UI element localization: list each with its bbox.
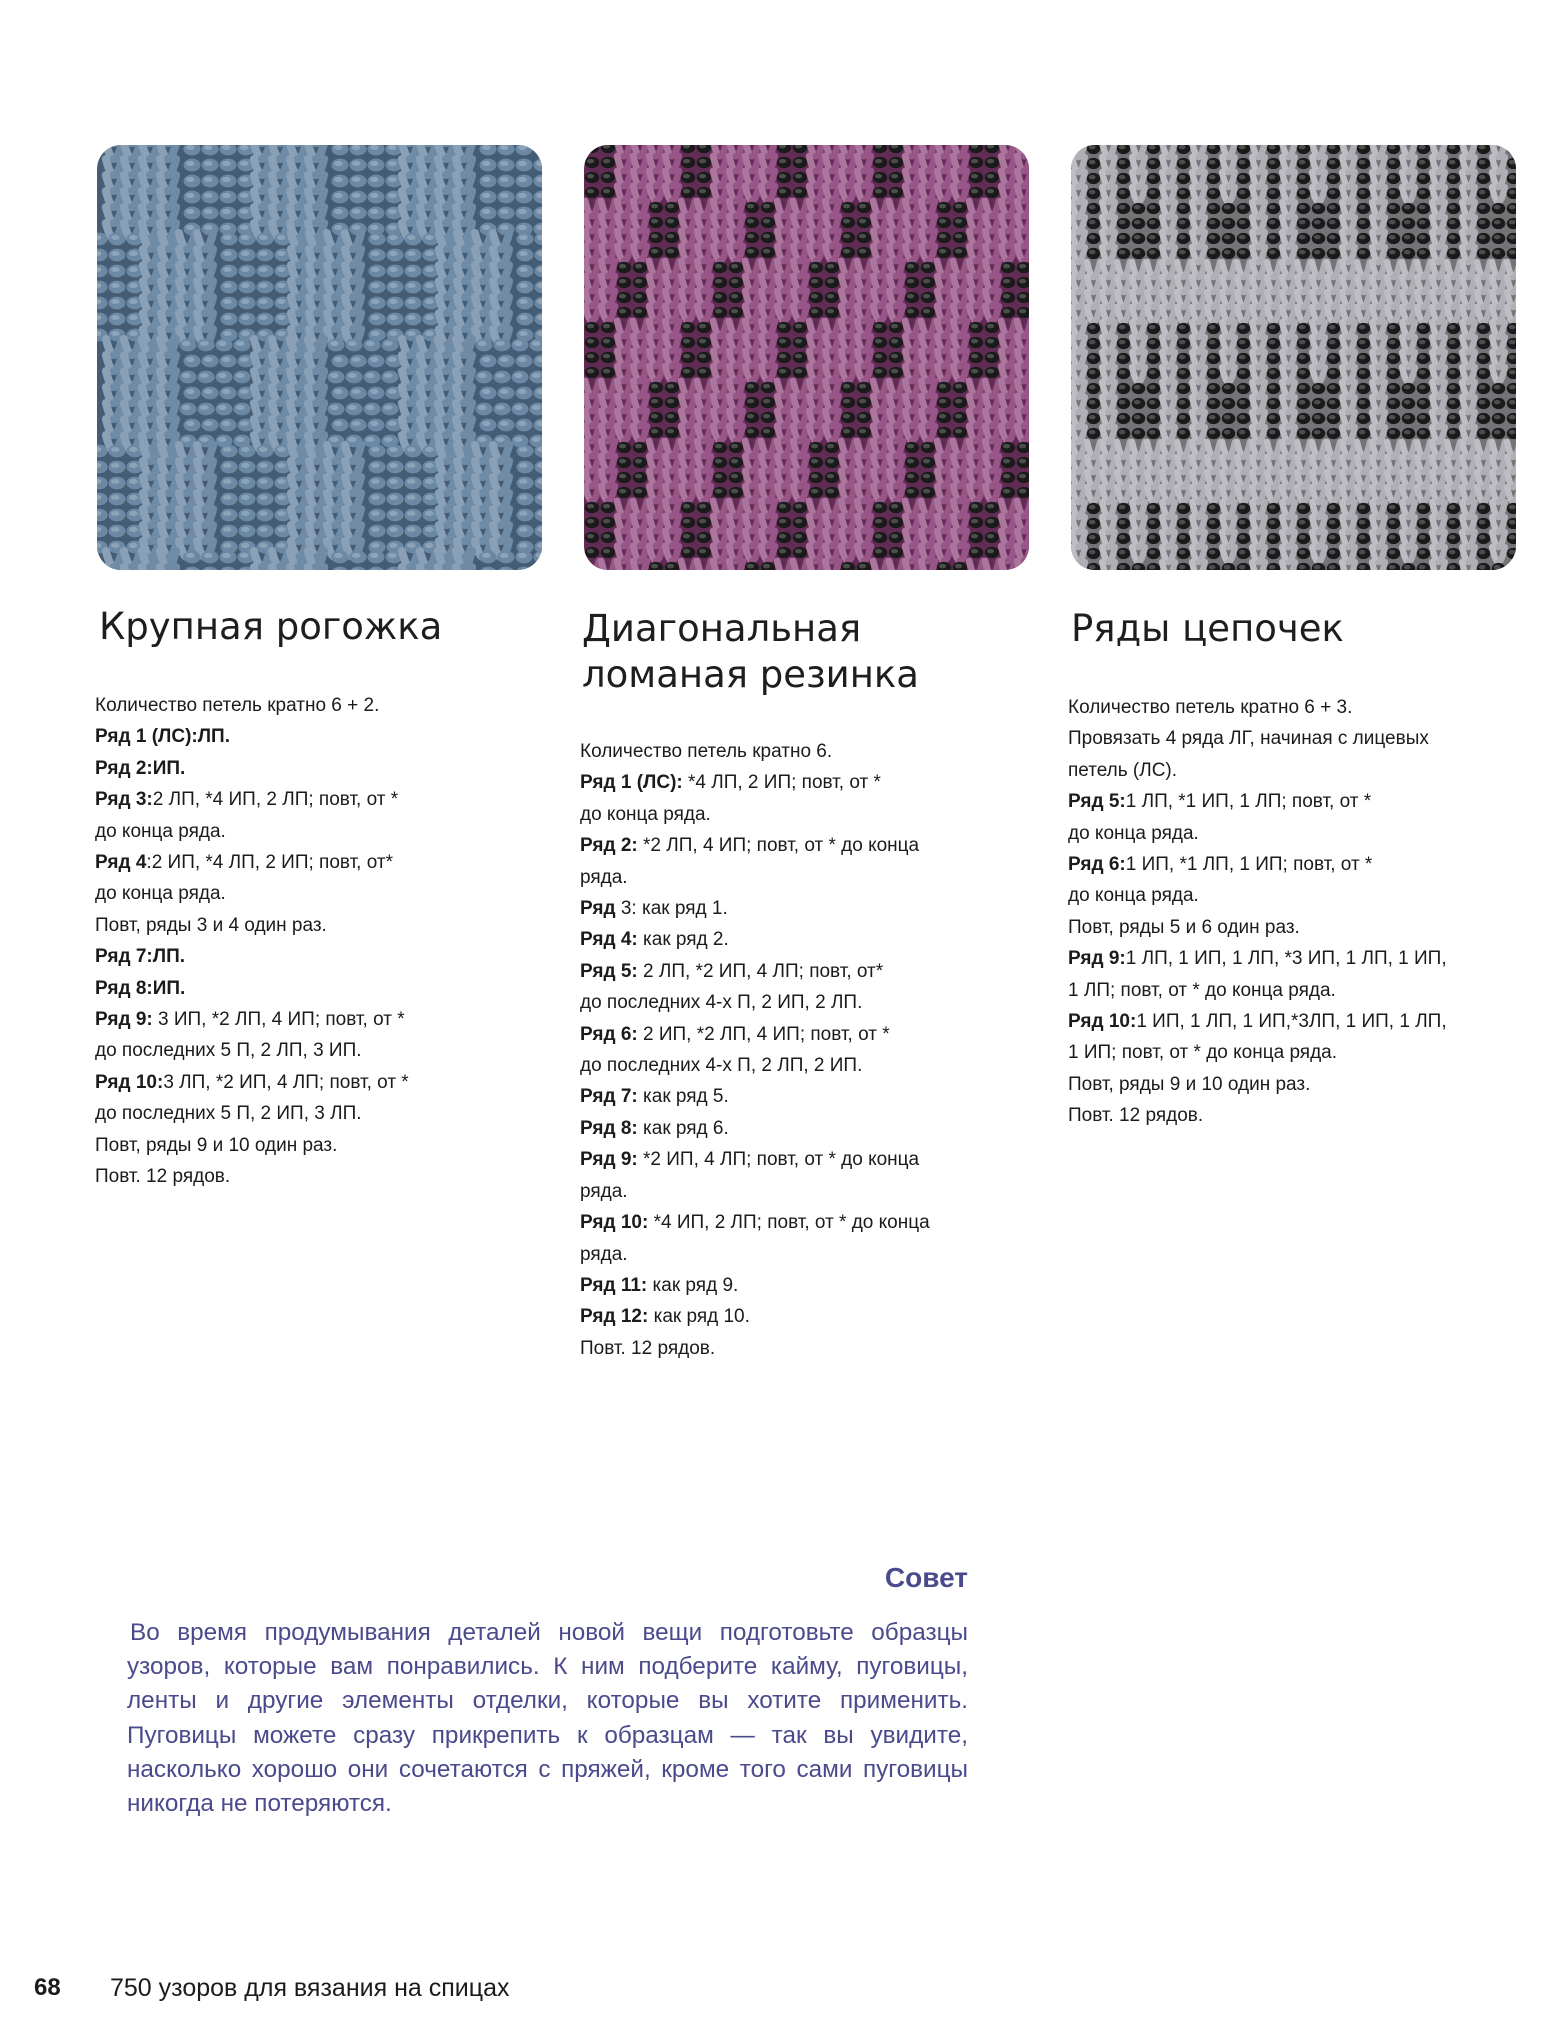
instruction-text: 1 ИП; повт, от * до конца ряда.	[1068, 1042, 1338, 1064]
page-number: 68	[34, 1974, 61, 2001]
instruction-line	[95, 1067, 409, 1098]
row-label: Ряд 10:	[580, 1212, 649, 1234]
instruction-line	[95, 690, 409, 721]
instruction-line	[580, 862, 930, 893]
instruction-text: до последних 5 П, 2 ИП, 3 ЛП.	[95, 1103, 362, 1125]
instruction-line	[95, 878, 409, 909]
row-label: Ряд 10:	[1068, 1011, 1137, 1033]
instruction-text: Повт, ряды 5 и 6 один раз.	[1068, 916, 1300, 938]
instruction-line	[1068, 1100, 1447, 1131]
row-label: Ряд 6:	[1068, 854, 1126, 876]
instruction-line	[580, 1113, 930, 1144]
instruction-line	[95, 973, 409, 1004]
instruction-text: до конца ряда.	[95, 883, 226, 905]
row-label: Ряд 5:	[580, 960, 638, 982]
instruction-text: как ряд 2.	[637, 929, 729, 951]
instruction-text: Повт, ряды 3 и 4 один раз.	[95, 914, 327, 936]
instruction-line	[580, 893, 930, 924]
instruction-text: 2 ЛП, *2 ИП, 4 ЛП; повт, от*	[637, 960, 884, 982]
tip-text: Во время продумывания деталей новой вещи подготовьте образцы узоров, которые вам понравились. К ним подберите кайму, пуговицы, ленты и другие элементы отделки, которые вы хотите применить. Пуговицы можете сразу прикрепить к образцам — так вы увидите, насколько хорошо они сочетаются с пряжей, кроме того сами пуговицы никогда не потеряются.	[127, 1619, 968, 1818]
instruction-line	[1068, 880, 1447, 911]
chain-rows-swatch-image	[1071, 145, 1516, 570]
instruction-line	[1068, 1037, 1447, 1068]
instruction-line	[1068, 849, 1447, 880]
row-label: Ряд 6:	[580, 1023, 638, 1045]
instruction-line	[1068, 943, 1447, 974]
instruction-line	[580, 1176, 930, 1207]
row-label: Ряд 1 (ЛС):ЛП.	[95, 726, 230, 748]
instruction-text: Повт. 12 рядов.	[580, 1337, 716, 1359]
instruction-line	[1068, 723, 1447, 754]
instruction-line	[580, 830, 930, 861]
instruction-line	[580, 956, 930, 987]
instruction-line	[580, 736, 930, 767]
row-label: Ряд 1 (ЛС):	[580, 772, 683, 794]
instruction-line	[580, 1019, 930, 1050]
instruction-line	[1068, 1006, 1447, 1037]
row-label: Ряд 9:	[95, 1009, 153, 1031]
row-label: Ряд 8:	[580, 1117, 638, 1139]
pattern-title-line: Крупная рогожка	[99, 605, 443, 648]
instruction-text: как ряд 5.	[637, 1086, 729, 1108]
diagonal-rib-swatch-image	[584, 145, 1029, 570]
instruction-line	[95, 816, 409, 847]
instruction-line	[95, 721, 409, 752]
instruction-text: 3 ЛП, *2 ИП, 4 ЛП; повт, от *	[163, 1071, 409, 1093]
instruction-line	[580, 987, 930, 1018]
row-label: Ряд 12:	[580, 1306, 649, 1328]
instruction-text: 2 ЛП, *4 ИП, 2 ЛП; повт, от *	[152, 789, 399, 811]
row-label: Ряд 9:	[580, 1149, 638, 1171]
instruction-line	[95, 941, 409, 972]
instruction-text: до последних 4-х П, 2 ИП, 2 ЛП.	[580, 992, 863, 1014]
pattern-title-line: ломаная резинка	[582, 653, 919, 696]
instruction-line	[580, 924, 930, 955]
instruction-line	[1068, 786, 1447, 817]
instruction-line	[580, 767, 930, 798]
row-label: Ряд	[580, 898, 616, 920]
row-label: Ряд 9:	[1068, 948, 1126, 970]
instruction-text: ряда.	[580, 1243, 628, 1265]
instruction-line	[1068, 692, 1447, 723]
instruction-line	[95, 847, 409, 878]
instruction-text: Провязать 4 ряда ЛГ, начиная с лицевых	[1068, 728, 1429, 750]
book-title: 750 узоров для вязания на спицах	[110, 1974, 510, 2002]
instruction-text: 2 ИП, *2 ЛП, 4 ИП; повт, от *	[637, 1023, 890, 1045]
instruction-line	[1068, 755, 1447, 786]
instruction-text: ряда.	[580, 1180, 628, 1202]
instruction-text: *2 ИП, 4 ЛП; повт, от * до конца	[637, 1149, 920, 1171]
row-label: Ряд 2:	[580, 835, 638, 857]
row-label: Ряд 4	[95, 852, 147, 874]
instruction-line	[1068, 975, 1447, 1006]
instruction-text: 1 ЛП, *1 ИП, 1 ЛП; повт, от *	[1125, 791, 1372, 813]
pattern-instructions	[580, 736, 930, 1364]
instruction-text: до конца ряда.	[1068, 885, 1199, 907]
row-label: Ряд 7:	[580, 1086, 638, 1108]
instruction-text: Количество петель кратно 6 + 3.	[1068, 697, 1353, 718]
instruction-line	[580, 1144, 930, 1175]
instruction-text: *2 ЛП, 4 ИП; повт, от * до конца	[637, 835, 920, 857]
instruction-text: до последних 4-х П, 2 ЛП, 2 ИП.	[580, 1055, 863, 1077]
row-label: Ряд 5:	[1068, 791, 1126, 813]
instruction-text: Повт, ряды 9 и 10 один раз.	[1068, 1073, 1311, 1095]
instruction-line	[580, 1050, 930, 1081]
instruction-line	[580, 1239, 930, 1270]
pattern-title	[582, 606, 919, 698]
instruction-text: Повт. 12 рядов.	[1068, 1105, 1204, 1127]
instruction-line	[580, 1207, 930, 1238]
basketweave-swatch-image	[97, 145, 542, 570]
row-label: Ряд 7:ЛП.	[95, 946, 186, 968]
instruction-text: до конца ряда.	[95, 820, 226, 842]
instruction-line	[95, 910, 409, 941]
instruction-line	[95, 1161, 409, 1192]
instruction-text: до конца ряда.	[580, 803, 711, 825]
row-label: Ряд 8:ИП.	[95, 977, 186, 999]
instruction-text: петель (ЛС).	[1068, 759, 1178, 781]
tip-title: Совет	[884, 1562, 968, 1593]
instruction-text: Повт. 12 рядов.	[95, 1166, 231, 1188]
instruction-text: *4 ИП, 2 ЛП; повт, от * до конца	[648, 1212, 930, 1234]
instruction-line	[1068, 912, 1447, 943]
instruction-text: 1 ИП, 1 ЛП, 1 ИП,*3ЛП, 1 ИП, 1 ЛП,	[1136, 1011, 1447, 1033]
pattern-instructions	[95, 690, 409, 1193]
instruction-text: как ряд 6.	[637, 1117, 729, 1139]
row-label: Ряд 4:	[580, 929, 638, 951]
instruction-line	[95, 1098, 409, 1129]
instruction-line	[1068, 1069, 1447, 1100]
instruction-line	[580, 1270, 930, 1301]
instruction-line	[580, 1333, 930, 1364]
instruction-line	[1068, 818, 1447, 849]
row-label: Ряд 3:	[95, 789, 153, 811]
row-label: Ряд 11:	[580, 1274, 648, 1296]
instruction-text: 3: как ряд 1.	[615, 898, 728, 920]
pattern-title	[1071, 606, 1344, 652]
instruction-line	[95, 753, 409, 784]
row-label: Ряд 10:	[95, 1071, 164, 1093]
instruction-text: 1 ЛП; повт, от * до конца ряда.	[1068, 979, 1336, 1001]
instruction-text: как ряд 10.	[648, 1306, 750, 1328]
instruction-line	[580, 799, 930, 830]
instruction-line	[95, 784, 409, 815]
instruction-line	[95, 1004, 409, 1035]
instruction-text: Количество петель кратно 6.	[580, 741, 833, 762]
instruction-text: до последних 5 П, 2 ЛП, 3 ИП.	[95, 1040, 362, 1062]
instruction-text: 1 ИП, *1 ЛП, 1 ИП; повт, от *	[1125, 854, 1373, 876]
instruction-line	[580, 1301, 930, 1332]
instruction-line	[580, 1081, 930, 1112]
row-label: Ряд 2:ИП.	[95, 757, 186, 779]
pattern-instructions	[1068, 692, 1447, 1132]
instruction-text: :2 ИП, *4 ЛП, 2 ИП; повт, от*	[146, 852, 393, 874]
instruction-text: ряда.	[580, 866, 628, 888]
pattern-title-line: Диагональная	[582, 607, 862, 650]
instruction-text: Повт, ряды 9 и 10 один раз.	[95, 1134, 338, 1156]
instruction-text: 3 ИП, *2 ЛП, 4 ИП; повт, от *	[152, 1009, 405, 1031]
instruction-text: Количество петель кратно 6 + 2.	[95, 695, 380, 716]
instruction-line	[95, 1035, 409, 1066]
instruction-text: как ряд 9.	[647, 1274, 739, 1296]
instruction-text: *4 ЛП, 2 ИП; повт, от *	[682, 772, 881, 794]
pattern-title-line: Ряды цепочек	[1071, 607, 1344, 650]
instruction-text: 1 ЛП, 1 ИП, 1 ЛП, *3 ИП, 1 ЛП, 1 ИП,	[1125, 948, 1447, 970]
pattern-title	[99, 604, 442, 650]
instruction-line	[95, 1130, 409, 1161]
instruction-text: до конца ряда.	[1068, 822, 1199, 844]
